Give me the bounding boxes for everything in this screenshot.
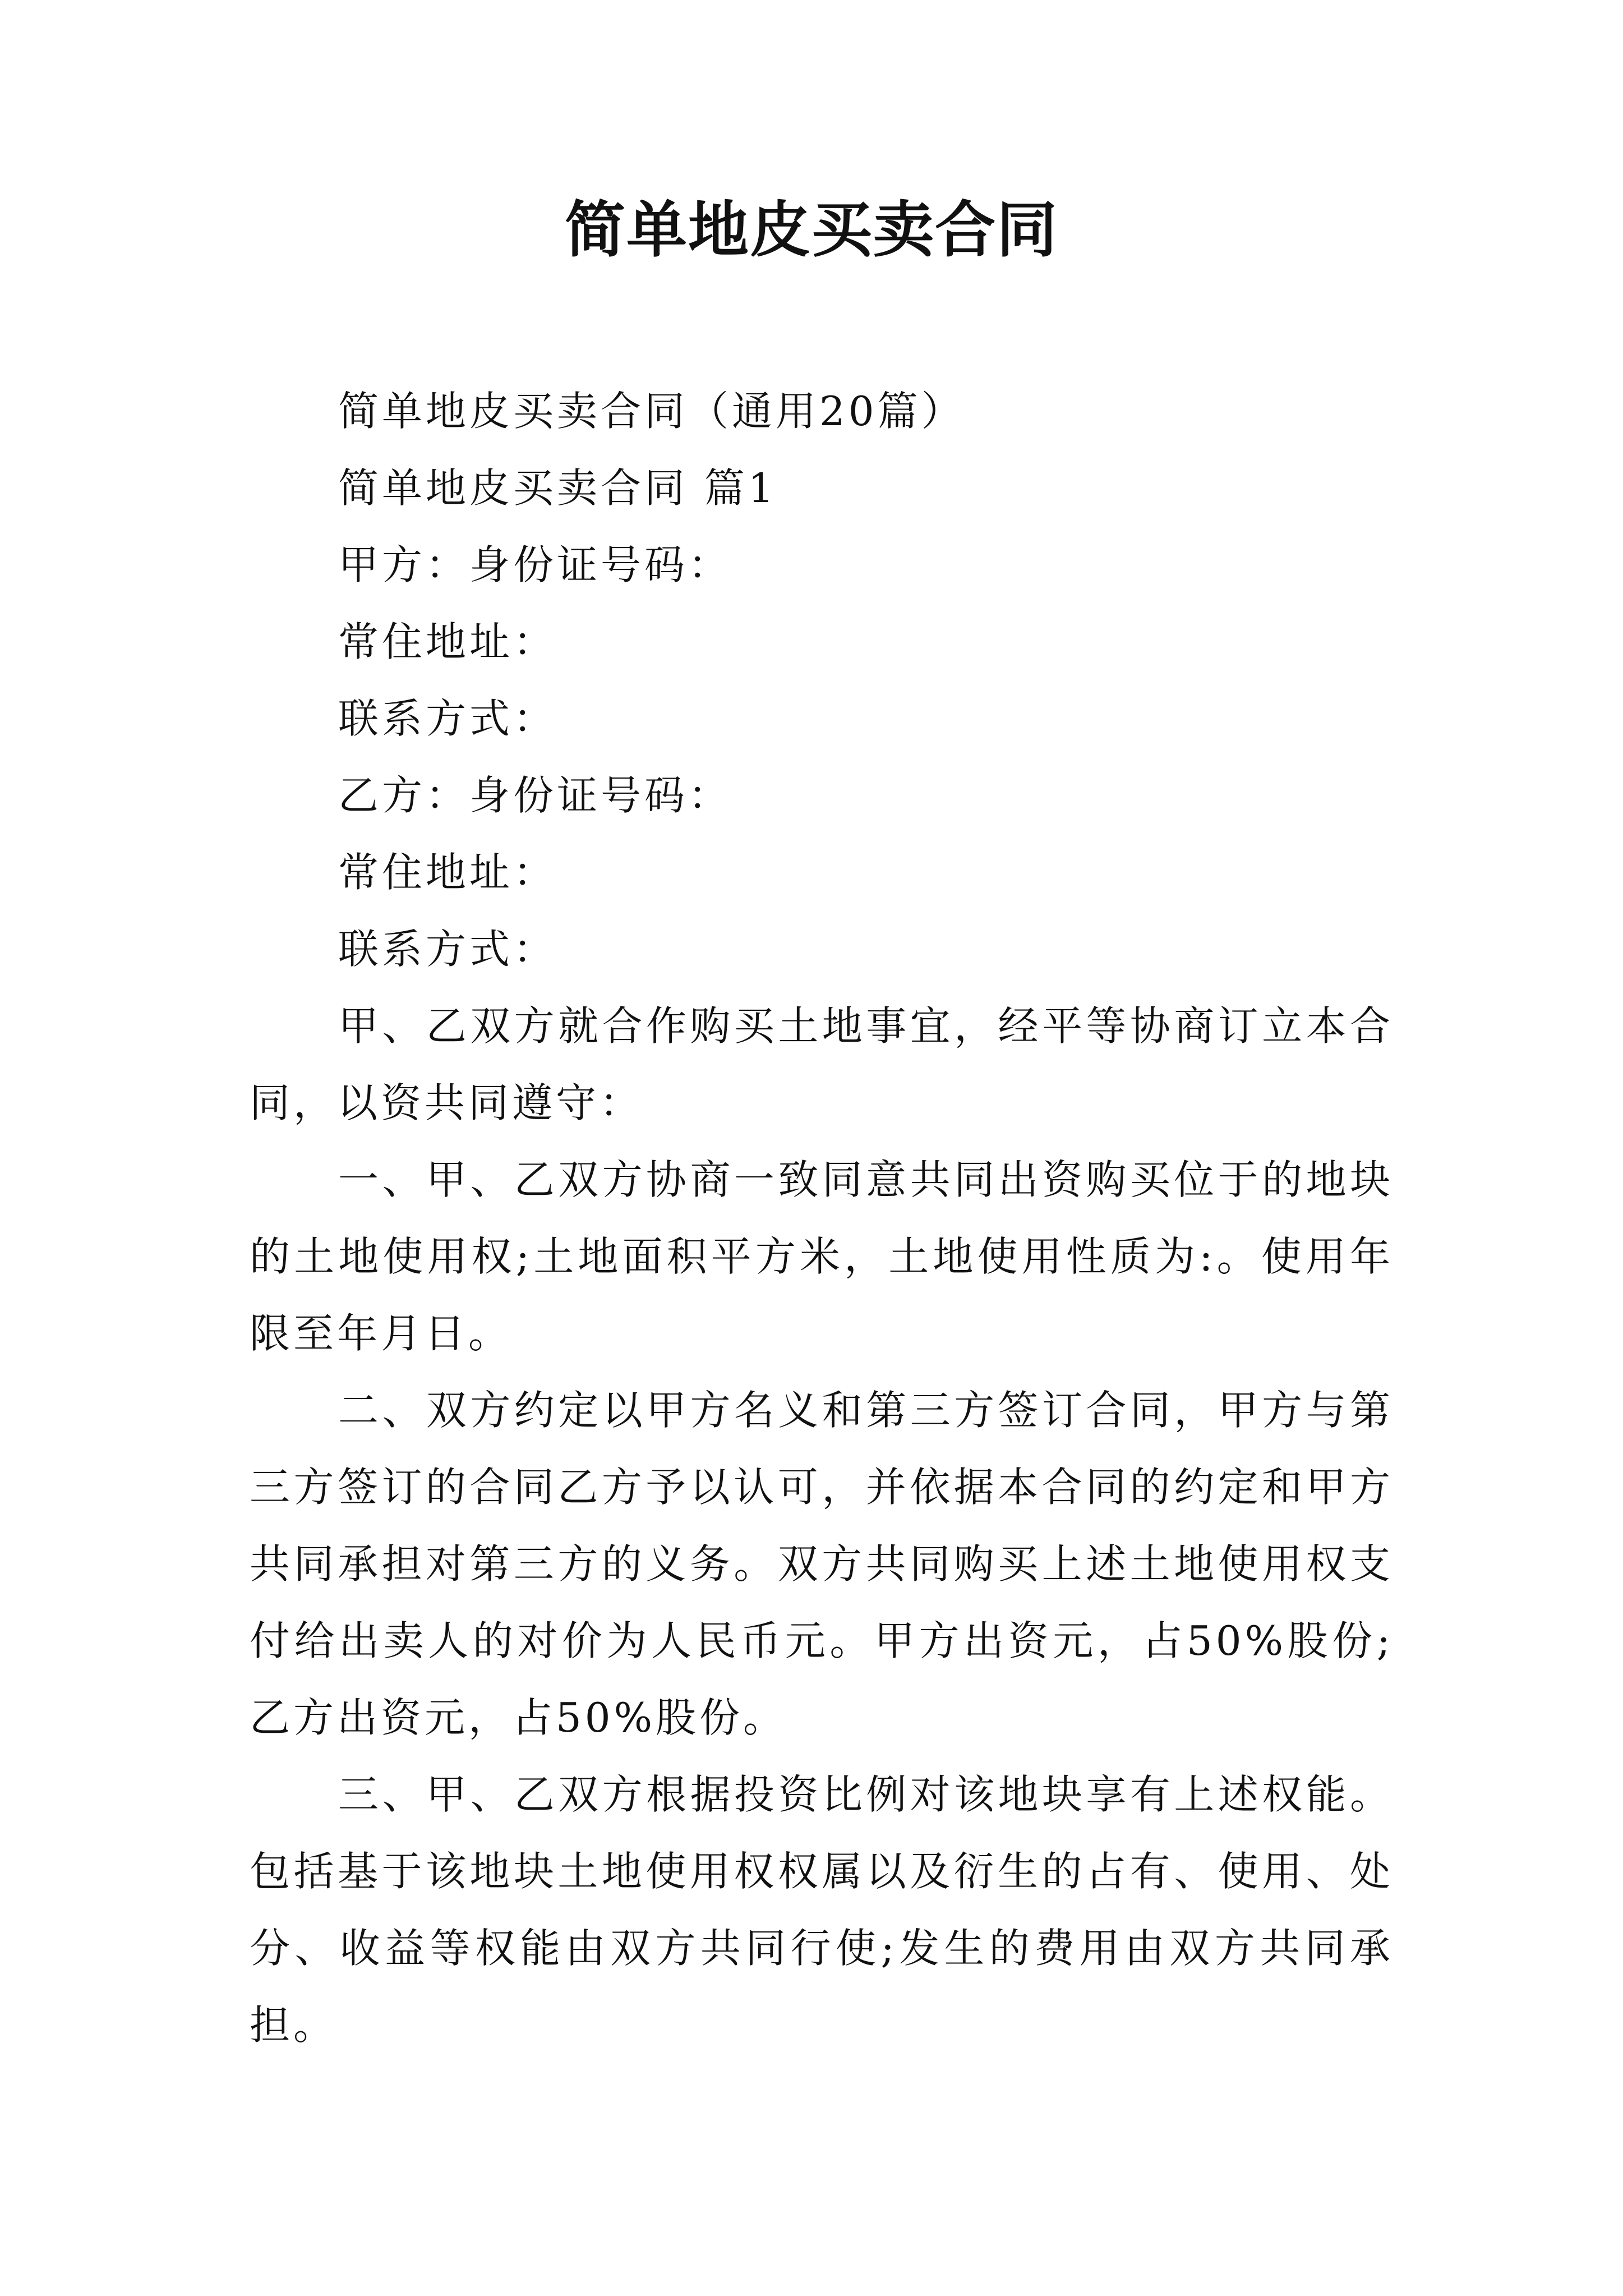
clause-1-paragraph: 一、甲、乙双方协商一致同意共同出资购买位于的地块的土地使用权;土地面积平方米，土地使用性质为:。使用年限至年月日。 xyxy=(250,1156,1394,1357)
party-a-address-label: 常住地址： xyxy=(338,618,557,665)
preamble-paragraph: 甲、乙双方就合作购买土地事宜，经平等协商订立本合同，以资共同遵守： xyxy=(250,1002,1394,1126)
party-b-address-label: 常住地址： xyxy=(338,849,557,896)
document-subtitle: 简单地皮买卖合同（通用20篇） xyxy=(338,388,965,435)
party-b-contact-label: 联系方式： xyxy=(338,926,557,973)
clause-3-paragraph: 三、甲、乙双方根据投资比例对该地块享有上述权能。包括基于该地块土地使用权权属以及衍生的占有、使用、处分、收益等权能由双方共同行使;发生的费用由双方共同承担。 xyxy=(250,1771,1394,2049)
party-b-id-label: 乙方：身份证号码： xyxy=(338,772,732,819)
document-body xyxy=(250,373,1394,2064)
section-heading: 简单地皮买卖合同 篇1 xyxy=(338,464,777,512)
party-a-id-label: 甲方：身份证号码： xyxy=(338,541,732,588)
party-a-contact-label: 联系方式： xyxy=(338,695,557,742)
clause-2-paragraph: 二、双方约定以甲方名义和第三方签订合同，甲方与第三方签订的合同乙方予以认可，并依据本合同的约定和甲方共同承担对第三方的义务。双方共同购买上述土地使用权支付给出卖人的对价为人民币元。甲方出资元，占50%股份;乙方出资元，占50%股份。 xyxy=(250,1387,1394,1741)
document-title: 简单地皮买卖合同 xyxy=(564,195,1058,265)
